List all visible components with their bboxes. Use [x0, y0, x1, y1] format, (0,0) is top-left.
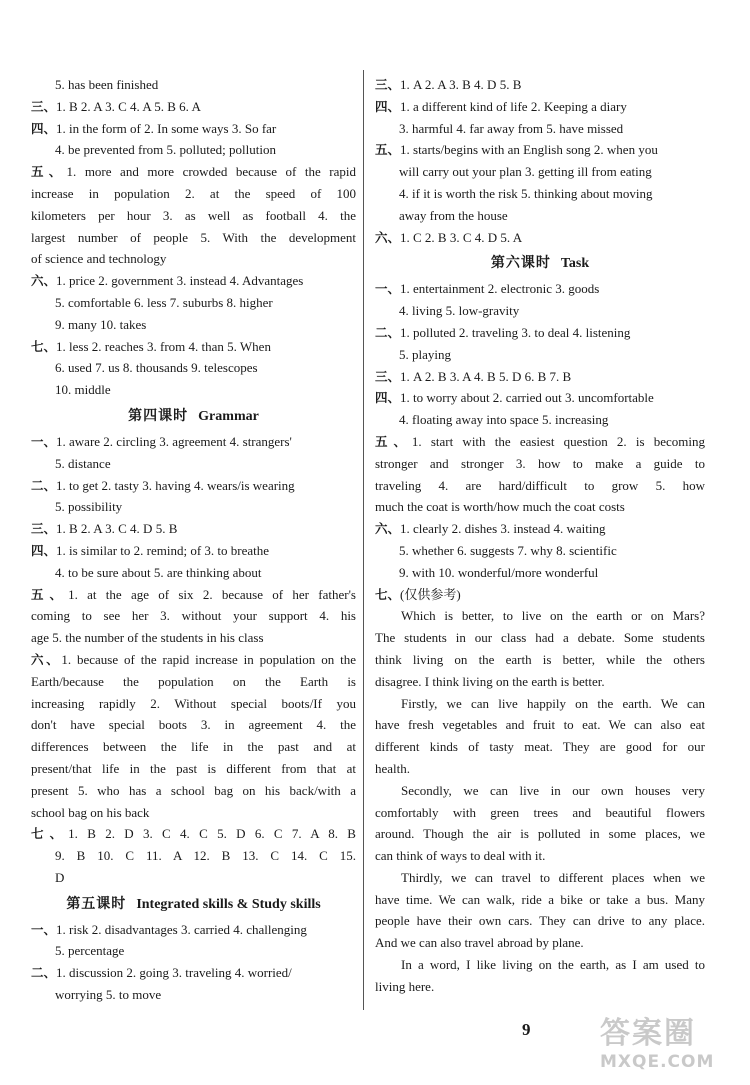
answer-line: [31, 183, 356, 205]
answer-line: [31, 649, 356, 671]
answer-text: 9. B 10. C 11. A 12. B 13. C 14. C 15.: [55, 848, 356, 864]
answer-line: [31, 823, 356, 845]
answer-text: 1. start with the easiest question 2. is becoming: [411, 433, 705, 449]
answer-text: will carry out your plan 3. getting ill from eating: [399, 164, 652, 180]
question-number: 三、: [375, 77, 401, 92]
answer-line: [375, 802, 705, 824]
answer-line: [31, 845, 356, 867]
question-number: 五、: [31, 586, 69, 602]
section-title: [31, 889, 356, 919]
watermark-url: MXQE.COM: [600, 1052, 715, 1072]
answer-text: comfortably with green trees and beautiful flowers: [375, 804, 705, 820]
question-number: 一、: [31, 921, 57, 937]
answer-text: 6. used 7. us 8. thousands 9. telescopes: [55, 360, 258, 376]
answer-text: 5. has been finished: [55, 77, 159, 92]
answer-text: 5. percentage: [55, 943, 125, 959]
answer-line: [375, 649, 705, 671]
answer-text: 1. is similar to 2. remind; of 3. to breathe: [56, 542, 270, 558]
answer-line: [375, 976, 705, 998]
answer-line: [31, 984, 356, 1006]
answer-text: 4. floating away into space 5. increasing: [399, 412, 609, 428]
answer-text: 5. whether 6. suggests 7. why 8. scientific: [399, 542, 617, 558]
answer-text: 1. price 2. government 3. instead 4. Advantages: [56, 273, 304, 289]
question-number: 五、: [375, 142, 401, 158]
answer-text: 1. risk 2. disadvantages 3. carried 4. challenging: [56, 921, 307, 937]
question-number: 七、: [375, 586, 401, 602]
answer-text: have fresh vegetables and fruit to eat. We can also eat: [375, 717, 705, 733]
answer-text: 1. B 2. A 3. C 4. A 5. B 6. A: [56, 98, 201, 114]
answer-line: [31, 357, 356, 379]
answer-line: [375, 366, 705, 388]
answer-line: [375, 932, 705, 954]
answer-line: [31, 227, 356, 249]
answer-text: increase in population 2. at the speed of 100: [31, 185, 356, 201]
answer-line: [375, 562, 705, 584]
answer-line: [375, 409, 705, 431]
section-title-cn: 第四课时: [128, 407, 189, 424]
page-number: 9: [522, 1020, 531, 1039]
question-number: 一、: [375, 281, 401, 297]
answer-text: present/that life in the past is different from that at: [31, 760, 356, 776]
question-number: 四、: [375, 98, 401, 114]
left-column: [31, 74, 356, 1006]
answer-text: of science and technology: [31, 251, 167, 267]
question-number: 二、: [31, 965, 57, 981]
answer-line: [31, 919, 356, 941]
answer-text: Earth/because the population on the Earth is: [31, 673, 356, 689]
answer-line: [31, 671, 356, 693]
answer-text: 1. clearly 2. dishes 3. instead 4. waiting: [400, 521, 606, 537]
answer-text: 1. A 2. B 3. A 4. B 5. D 6. B 7. B: [400, 368, 572, 384]
answer-line: [31, 379, 356, 401]
answer-text: 5. possibility: [55, 499, 123, 515]
answer-line: [31, 74, 356, 96]
question-number: 四、: [31, 120, 57, 136]
answer-line: [31, 431, 356, 453]
answer-text: 4. be prevented from 5. polluted; pollution: [55, 142, 276, 158]
answer-line: [375, 96, 705, 118]
answer-text: present 5. who has a school bag on his back/with a: [31, 782, 356, 798]
question-number: 五、: [31, 164, 67, 180]
answer-line: [375, 205, 705, 227]
question-number: 六、: [31, 651, 62, 667]
answer-text: D: [55, 869, 65, 885]
answer-line: [375, 889, 705, 911]
answer-line: [375, 540, 705, 562]
answer-line: [375, 693, 705, 715]
answer-text: age 5. the number of the students in his class: [31, 630, 264, 646]
question-number: 六、: [375, 521, 401, 537]
answer-line: [375, 584, 705, 606]
answer-line: [31, 161, 356, 183]
answer-text: health.: [375, 760, 411, 776]
answer-line: [31, 962, 356, 984]
answer-line: [31, 248, 356, 270]
answer-text: much the coat is worth/how much the coat costs: [375, 499, 625, 515]
answer-text: Thirdly, we can travel to different places when we: [401, 869, 705, 885]
answer-line: [375, 74, 705, 96]
answer-text: 9. with 10. wonderful/more wonderful: [399, 564, 599, 580]
section-title-en: Grammar: [198, 408, 259, 424]
answer-line: [375, 387, 705, 409]
question-number: 二、: [375, 324, 401, 340]
answer-line: [31, 336, 356, 358]
answer-text: 4. to be sure about 5. are thinking about: [55, 564, 262, 580]
answer-line: [375, 867, 705, 889]
answer-line: [31, 205, 356, 227]
answer-line: [31, 780, 356, 802]
answer-line: [375, 823, 705, 845]
answer-text: 9. many 10. takes: [55, 316, 147, 332]
answer-text: away from the house: [399, 207, 508, 223]
answer-line: [31, 292, 356, 314]
answer-text: 1. less 2. reaches 3. from 4. than 5. When: [56, 338, 271, 354]
answer-line: [375, 227, 705, 249]
answer-line: [375, 714, 705, 736]
answer-line: [31, 475, 356, 497]
answer-line: [375, 518, 705, 540]
answer-line: [375, 453, 705, 475]
answer-text: 4. living 5. low-gravity: [399, 303, 520, 319]
answer-line: [375, 300, 705, 322]
answer-line: [375, 344, 705, 366]
answer-text: different kinds of tasty meat. They are good for our: [375, 739, 705, 755]
answer-text: 1. in the form of 2. In some ways 3. So far: [56, 120, 277, 136]
section-title: [31, 401, 356, 431]
answer-line: [31, 605, 356, 627]
question-number: 四、: [31, 542, 57, 558]
answer-text: largest number of people 5. With the development: [31, 229, 356, 245]
question-number: 七、: [31, 338, 57, 354]
answer-text: (仅供参考): [400, 586, 461, 602]
answer-text: 1. B 2. A 3. C 4. D 5. B: [56, 521, 178, 537]
answer-text: living here.: [375, 978, 435, 994]
question-number: 四、: [375, 390, 401, 406]
answer-text: The students in our class had a debate. Some students: [375, 630, 705, 646]
answer-text: Which is better, to live on the earth or on Mars?: [401, 608, 705, 624]
answer-text: 1. starts/begins with an English song 2. when you: [400, 142, 658, 158]
answer-line: [375, 627, 705, 649]
question-number: 三、: [375, 368, 401, 384]
answer-line: [31, 270, 356, 292]
answer-text: can think of ways to deal with it.: [375, 848, 546, 864]
answer-line: [31, 802, 356, 824]
answer-line: [375, 278, 705, 300]
answer-text: have time. We can walk, ride a bike or take a bus. Many: [375, 891, 705, 907]
answer-line: [31, 453, 356, 475]
answer-text: 1. a different kind of life 2. Keeping a diary: [400, 98, 627, 114]
answer-line: [375, 736, 705, 758]
answer-text: 3. harmful 4. far away from 5. have missed: [399, 120, 624, 136]
answer-line: [375, 118, 705, 140]
answer-text: 1. more and more crowded because of the rapid: [66, 164, 356, 180]
answer-line: [375, 780, 705, 802]
answer-text: 1. to get 2. tasty 3. having 4. wears/is wearing: [56, 477, 295, 493]
answer-line: [375, 431, 705, 453]
section-title-en: Task: [560, 256, 590, 272]
answer-line: [31, 496, 356, 518]
watermark-text: 答案圈: [600, 1016, 696, 1051]
answer-line: [375, 496, 705, 518]
answer-line: [375, 910, 705, 932]
answer-line: [31, 714, 356, 736]
question-number: 二、: [31, 477, 57, 493]
answer-text: 1. A 2. A 3. B 4. D 5. B: [400, 77, 522, 92]
section-title-en: Integrated skills & Study skills: [136, 896, 321, 912]
answer-text: 1. aware 2. circling 3. agreement 4. strangers': [56, 433, 292, 449]
answer-line: [31, 96, 356, 118]
answer-text: don't have special boots 3. in agreement 4. the: [31, 717, 356, 733]
column-divider: [363, 70, 364, 1010]
answer-text: 1. to worry about 2. carried out 3. uncomfortable: [400, 390, 654, 406]
answer-line: [31, 540, 356, 562]
question-number: 六、: [375, 229, 401, 245]
question-number: 三、: [31, 98, 57, 114]
answer-line: [375, 845, 705, 867]
answer-line: [375, 671, 705, 693]
answer-text: Secondly, we can live in our own houses very: [401, 782, 705, 798]
answer-line: [31, 758, 356, 780]
section-title-cn: 第六课时: [490, 255, 551, 272]
answer-line: [375, 161, 705, 183]
answer-text: traveling 4. are hard/difficult to grow 5. how: [375, 477, 705, 493]
answer-line: [31, 736, 356, 758]
answer-line: [31, 584, 356, 606]
answer-text: differences between the life in the past and at: [31, 739, 356, 755]
answer-text: think living on the earth is better, while the others: [375, 651, 705, 667]
answer-text: 1. polluted 2. traveling 3. to deal 4. listening: [400, 324, 631, 340]
answer-text: Firstly, we can live happily on the earth. We can: [401, 695, 705, 711]
answer-line: [375, 475, 705, 497]
answer-line: [31, 139, 356, 161]
answer-text: kilometers per hour 3. as well as football 4. the: [31, 207, 356, 223]
question-number: 七、: [31, 826, 69, 842]
answer-line: [375, 139, 705, 161]
answer-line: [31, 562, 356, 584]
section-title: [375, 248, 705, 278]
answer-line: [375, 605, 705, 627]
answer-line: [31, 627, 356, 649]
answer-text: 1. B 2. D 3. C 4. C 5. D 6. C 7. A 8. B: [68, 826, 356, 842]
answer-text: 5. comfortable 6. less 7. suburbs 8. higher: [55, 294, 273, 310]
answer-line: [31, 314, 356, 336]
answer-text: 4. if it is worth the risk 5. thinking about moving: [399, 185, 653, 201]
answer-line: [31, 940, 356, 962]
answer-text: 1. discussion 2. going 3. traveling 4. worried/: [56, 965, 292, 981]
answer-line: [375, 183, 705, 205]
answer-text: 5. playing: [399, 346, 451, 362]
question-number: 六、: [31, 273, 57, 289]
answer-text: 1. entertainment 2. electronic 3. goods: [400, 281, 600, 297]
question-number: 五、: [375, 433, 412, 449]
answer-text: increasing rapidly 2. Without special boots/If you: [31, 695, 356, 711]
answer-line: [375, 954, 705, 976]
answer-text: around. Though the air is polluted in some places, we: [375, 826, 705, 842]
answer-text: worrying 5. to move: [55, 987, 162, 1003]
answer-line: [31, 118, 356, 140]
answer-line: [31, 867, 356, 889]
answer-text: coming to see her 3. without your support 4. his: [31, 608, 356, 624]
answer-text: school bag on his back: [31, 804, 150, 820]
answer-text: And we can also travel abroad by plane.: [375, 935, 584, 951]
answer-line: [31, 693, 356, 715]
section-title-cn: 第五课时: [66, 895, 127, 912]
question-number: 一、: [31, 433, 57, 449]
answer-text: people have their own cars. They can drive to any place.: [375, 913, 705, 929]
answer-line: [375, 322, 705, 344]
answer-line: [31, 518, 356, 540]
answer-line: [375, 758, 705, 780]
answer-text: In a word, I like living on the earth, as I am used to: [401, 957, 705, 973]
answer-text: 1. at the age of six 2. because of her father's: [68, 586, 356, 602]
answer-text: 5. distance: [55, 455, 111, 471]
answer-text: disagree. I think living on the earth is better.: [375, 673, 605, 689]
answer-text: 1. C 2. B 3. C 4. D 5. A: [400, 229, 523, 245]
watermark-logo: [600, 1008, 740, 1078]
question-number: 三、: [31, 521, 57, 537]
right-column: [375, 74, 705, 998]
answer-text: stronger and stronger 3. how to make a guide to: [375, 455, 705, 471]
answer-text: 1. because of the rapid increase in population on the: [61, 651, 356, 667]
answer-text: 10. middle: [55, 382, 111, 398]
